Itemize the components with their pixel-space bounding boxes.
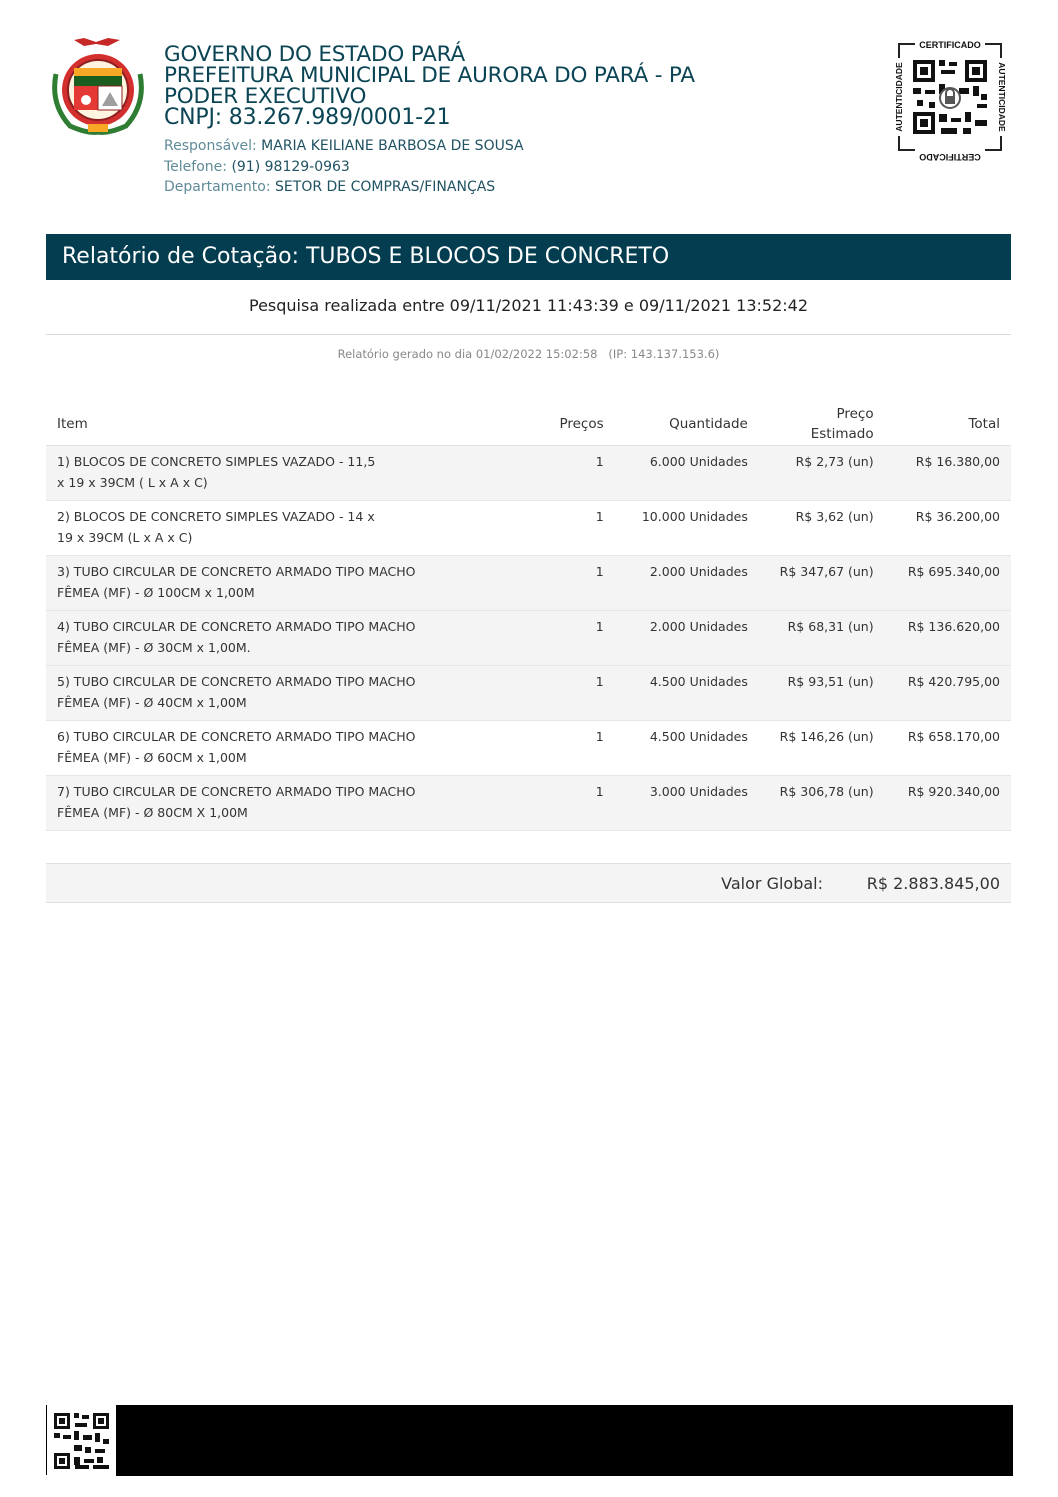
departamento-value: SETOR DE COMPRAS/FINANÇAS <box>275 179 496 195</box>
responsavel-label: Responsável: <box>164 138 262 154</box>
item-description: 6) TUBO CIRCULAR DE CONCRETO ARMADO TIPO MACHO FÊMEA (MF) - Ø 60CM x 1,00M <box>57 729 416 765</box>
item-preco-estimado: R$ 93,51 (un) <box>759 666 885 721</box>
item-precos: 1 <box>503 556 615 611</box>
table-row <box>46 776 1011 831</box>
item-description: 4) TUBO CIRCULAR DE CONCRETO ARMADO TIPO MACHO FÊMEA (MF) - Ø 30CM x 1,00M. <box>57 619 416 655</box>
item-total: R$ 420.795,00 <box>885 666 1011 721</box>
item-quantidade: 4.500 Unidades <box>615 721 759 776</box>
table-row <box>46 501 1011 556</box>
item-precos: 1 <box>503 666 615 721</box>
item-precos: 1 <box>503 446 615 501</box>
item-total: R$ 695.340,00 <box>885 556 1011 611</box>
global-value-label: Valor Global: <box>721 874 823 893</box>
item-description: 5) TUBO CIRCULAR DE CONCRETO ARMADO TIPO MACHO FÊMEA (MF) - Ø 40CM x 1,00M <box>57 674 416 710</box>
col-header-preco-line1: Preço <box>836 406 874 422</box>
item-quantidade: 4.500 Unidades <box>615 666 759 721</box>
header-meta <box>164 136 695 198</box>
item-preco-estimado: R$ 306,78 (un) <box>759 776 885 831</box>
telefone-value: (91) 98129-0963 <box>231 158 350 175</box>
item-precos: 1 <box>503 611 615 666</box>
header-text-block <box>164 44 695 198</box>
search-period: Pesquisa realizada entre 09/11/2021 11:43:39 e 09/11/2021 13:52:42 <box>249 296 808 315</box>
report-generated-info: Relatório gerado no dia 01/02/2022 15:02:58 (IP: 143.137.153.6) <box>337 347 720 361</box>
item-quantidade: 2.000 Unidades <box>615 556 759 611</box>
col-header-preco-estimado <box>759 403 885 446</box>
item-precos: 1 <box>503 501 615 556</box>
quotation-items-table <box>46 403 1011 831</box>
cert-right-label: AUTENTICIDADE <box>997 62 1007 132</box>
table-row <box>46 721 1011 776</box>
item-preco-estimado: R$ 3,62 (un) <box>759 501 885 556</box>
item-description: 1) BLOCOS DE CONCRETO SIMPLES VAZADO - 11,5 x 19 x 39CM ( L x A x C) <box>57 454 376 490</box>
item-precos: 1 <box>503 776 615 831</box>
footer-redacted-block <box>116 1405 1013 1476</box>
item-description: 3) TUBO CIRCULAR DE CONCRETO ARMADO TIPO MACHO FÊMEA (MF) - Ø 100CM x 1,00M <box>57 564 416 600</box>
item-description: 2) BLOCOS DE CONCRETO SIMPLES VAZADO - 14 x 19 x 39CM (L x A x C) <box>57 509 375 545</box>
authenticity-certificate-badge[interactable] <box>893 38 1007 162</box>
section-divider <box>46 334 1011 335</box>
header-government-line: GOVERNO DO ESTADO PARÁ <box>164 42 465 67</box>
col-header-total: Total <box>885 403 1011 446</box>
departamento-line <box>164 177 695 198</box>
item-preco-estimado: R$ 2,73 (un) <box>759 446 885 501</box>
report-title-bar: Relatório de Cotação: TUBOS E BLOCOS DE CONCRETO <box>46 234 1011 280</box>
global-value-bar <box>46 863 1011 903</box>
header-prefecture-line: PREFEITURA MUNICIPAL DE AURORA DO PARÁ - PA <box>164 63 695 88</box>
item-quantidade: 3.000 Unidades <box>615 776 759 831</box>
col-header-precos: Preços <box>503 403 615 446</box>
departamento-label: Departamento: <box>164 179 276 195</box>
item-total: R$ 920.340,00 <box>885 776 1011 831</box>
cert-bottom-label: CERTIFICADO <box>919 152 981 162</box>
item-description: 7) TUBO CIRCULAR DE CONCRETO ARMADO TIPO MACHO FÊMEA (MF) - Ø 80CM X 1,00M <box>57 784 416 820</box>
footer-qr-code-icon[interactable] <box>46 1405 113 1475</box>
item-quantidade: 10.000 Unidades <box>615 501 759 556</box>
item-total: R$ 136.620,00 <box>885 611 1011 666</box>
responsavel-line <box>164 136 695 157</box>
table-row <box>46 611 1011 666</box>
item-preco-estimado: R$ 347,67 (un) <box>759 556 885 611</box>
responsavel-value: MARIA KEILIANE BARBOSA DE SOUSA <box>261 138 524 154</box>
table-row <box>46 446 1011 501</box>
cert-top-label: CERTIFICADO <box>919 40 981 50</box>
col-header-preco-line2: Estimado <box>810 426 874 442</box>
municipal-coat-of-arms-icon <box>44 34 152 138</box>
item-precos: 1 <box>503 721 615 776</box>
qr-code-icon <box>911 56 989 138</box>
global-value-amount: R$ 2.883.845,00 <box>866 874 1000 893</box>
telefone-label: Telefone: <box>164 158 232 175</box>
col-header-quantidade: Quantidade <box>615 403 759 446</box>
item-total: R$ 658.170,00 <box>885 721 1011 776</box>
table-header-row <box>46 403 1011 446</box>
item-preco-estimado: R$ 68,31 (un) <box>759 611 885 666</box>
item-quantidade: 6.000 Unidades <box>615 446 759 501</box>
col-header-item: Item <box>46 403 503 446</box>
item-total: R$ 16.380,00 <box>885 446 1011 501</box>
telefone-line <box>164 157 695 178</box>
header-power-line: PODER EXECUTIVO <box>164 84 367 109</box>
header-cnpj: CNPJ: 83.267.989/0001-21 <box>164 105 451 130</box>
item-quantidade: 2.000 Unidades <box>615 611 759 666</box>
item-preco-estimado: R$ 146,26 (un) <box>759 721 885 776</box>
cert-left-label: AUTENTICIDADE <box>894 62 904 132</box>
item-total: R$ 36.200,00 <box>885 501 1011 556</box>
table-row <box>46 666 1011 721</box>
table-row <box>46 556 1011 611</box>
